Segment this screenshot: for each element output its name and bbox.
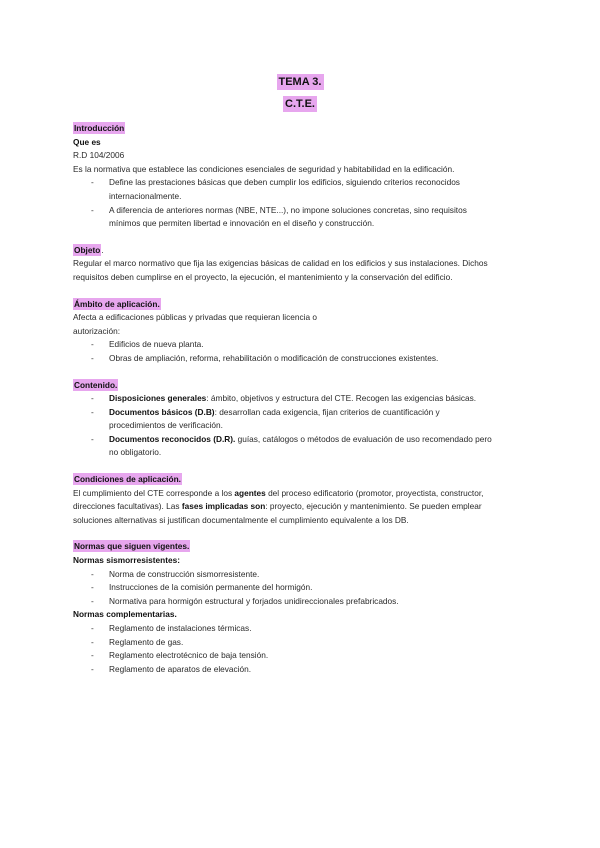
objeto-text-1: Regular el marco normativo que fija las exigencias básicas de calidad en los edificios y sus instalaciones. Dichos — [73, 258, 488, 269]
list-item: - Normativa para hormigón estructural y forjados unidireccionales prefabricados. — [91, 595, 399, 606]
objeto-text-2: requisitos deben cumplirse en el proyecto, la ejecución, el mantenimiento y la conservación del edificio. — [73, 271, 453, 282]
section-heading-objeto: Objeto — [74, 244, 101, 255]
list-item: - Reglamento de gas. — [91, 636, 184, 647]
list-item-continuation: internacionalmente. — [109, 190, 182, 201]
document-title — [0, 72, 600, 116]
list-item-continuation: no obligatorio. — [109, 447, 162, 458]
intro-ref: R.D 104/2006 — [73, 150, 125, 161]
subheading-complementarias: Normas complementarias. — [73, 609, 177, 620]
condiciones-text-3: soluciones alternativas si justifican documentalmente el cumplimiento equivalente a los DB. — [73, 514, 409, 525]
condiciones-text-2: direcciones facultativas). Las fases implicadas son: proyecto, ejecución y mantenimiento. Se pueden emplear — [73, 501, 482, 512]
section-heading-condiciones: Condiciones de aplicación. — [74, 474, 181, 485]
intro-text: Es la normativa que establece las condiciones esenciales de seguridad y habitabilidad en la edificación. — [73, 163, 455, 174]
list-item-continuation: mínimos que permiten libertad e innovación en el diseño y construcción. — [109, 218, 375, 229]
ambito-text-2: autorización: — [73, 325, 121, 336]
section-heading-contenido: Contenido. — [74, 379, 118, 390]
list-item: - Edificios de nueva planta. — [91, 339, 204, 350]
section-heading-introduccion: Introducción — [74, 123, 125, 133]
section-heading-ambito: Ámbito de aplicación. — [74, 298, 160, 309]
list-item: - Reglamento electrotécnico de baja tensión. — [91, 650, 269, 661]
list-item: - Disposiciones generales: ámbito, objetivos y estructura del CTE. Recogen las exigencias básicas. — [91, 393, 477, 404]
document-body: Introducción Que es R.D 104/2006 Es la normativa que establece las condiciones esenciales de seguridad y habitabilidad en la edificación. - Define las prestaciones básicas que deben cumplir los edificios, siguiendo criterios reconocidos internacionalmente. - A diferencia de anteriores normas (NBE, NTE...), no impone soluciones concretas, sino requisitos mínimos que permiten libertad e innovación en el diseño y construcción. Objeto. Regular el marco normativo que fija las exigencias básicas de calidad en los edificios y sus instalaciones. Dichos requisitos deben cumplirse en el proyecto, la ejecución, el mantenimiento y la conservación del edificio. Ámbito de aplicación. Afecta a edificaciones públicas y privadas que requieran licencia o autorización: - Edificios de nueva planta. - Obras de ampliación, reforma, rehabilitación o modificación de construcciones existentes. Contenido. - Disposiciones generales: ámbito, objetivos y estructura del CTE. Recogen las exigencias básicas. - Documentos básicos (D.B): desarrollan cada exigencia, fijan criterios de cuantificación y procedimientos de verificación. - Documentos reconocidos (D.R). guías, catálogos o métodos de evaluación de uso recomendado pero no obligatorio. Condiciones de aplicación. El cumplimiento del CTE corresponde a los agentes del proceso edificatorio (promotor, proyectista, constructor, direcciones facultativas). Las fases implicadas son: proyecto, ejecución y mantenimiento. Se pueden emplear soluciones alternativas si justifican documentalmente el cumplimiento equivalente a los DB. Normas que siguen vigentes. Normas sismorresistentes: - Norma de construcción sismorresistente. - Instrucciones de la comisión permanente del hormigón. - Normativa para hormigón estructural y forjados unidireccionales prefabricados. Normas complementarias. - Reglamento de instalaciones térmicas. - Reglamento de gas. - Reglamento electrotécnico de baja tensión. - Reglamento de aparatos de elevación. — [73, 122, 533, 676]
list-item: - Instrucciones de la comisión permanente del hormigón. — [91, 582, 313, 593]
list-item: - Documentos básicos (D.B): desarrollan cada exigencia, fijan criterios de cuantificación y — [91, 406, 440, 417]
title-line-2: C.T.E. — [285, 98, 315, 110]
condiciones-text-1: El cumplimiento del CTE corresponde a los agentes del proceso edificatorio (promotor, proyectista, constructor, — [73, 487, 484, 498]
list-item: - Reglamento de instalaciones térmicas. — [91, 623, 252, 633]
title-line-1: TEMA 3. — [278, 76, 322, 88]
ambito-text-1: Afecta a edificaciones públicas y privadas que requieran licencia o — [73, 312, 317, 323]
list-item: - Reglamento de aparatos de elevación. — [91, 663, 252, 674]
list-item-continuation: procedimientos de verificación. — [109, 420, 223, 431]
list-item: - Define las prestaciones básicas que deben cumplir los edificios, siguiendo criterios reconocidos — [91, 177, 460, 188]
subheading-sismorresistentes: Normas sismorresistentes: — [73, 555, 180, 566]
subheading-que-es: Que es — [73, 136, 101, 147]
section-heading-normas: Normas que siguen vigentes. — [74, 541, 190, 552]
list-item: - Obras de ampliación, reforma, rehabilitación o modificación de construcciones existentes. — [91, 352, 439, 363]
list-item: - Documentos reconocidos (D.R). guías, catálogos o métodos de evaluación de uso recomendado pero — [91, 433, 492, 444]
list-item: - A diferencia de anteriores normas (NBE, NTE...), no impone soluciones concretas, sino requisitos — [91, 204, 467, 215]
list-item: - Norma de construcción sismorresistente. — [91, 568, 260, 579]
